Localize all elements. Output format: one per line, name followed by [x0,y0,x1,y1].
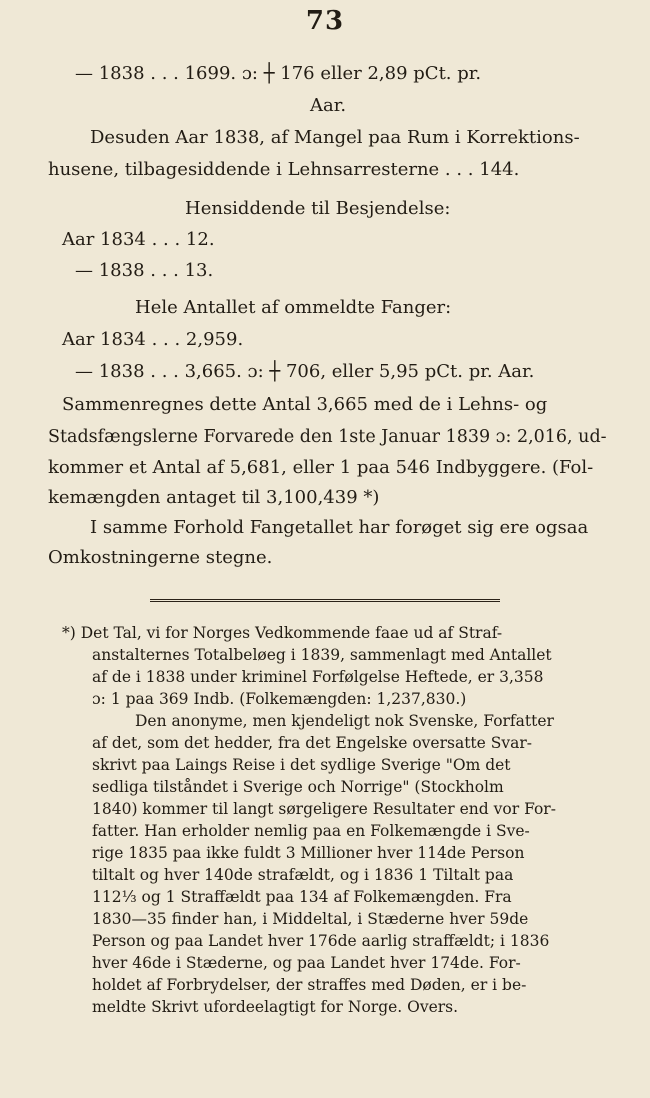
text-line: Omkostningerne stegne. [48,547,273,568]
text-line: kemængden antaget til 3,100,439 *) [48,487,380,508]
section-heading: Hensiddende til Besjendelse: [185,198,451,219]
text-line: Stadsfængslerne Forvarede den 1ste Januar 1839 ɔ: 2,016, ud- [48,427,607,447]
footnote-line: hver 46de i Stæderne, og paa Landet hver 174de. For- [92,954,521,972]
text-line: — 1838 . . . 13. [75,260,214,281]
footnote-line: 1840) kommer til langt sørgeligere Resultater end vor For- [92,800,556,818]
footnote-line: ɔ: 1 paa 369 Indb. (Folkemængden: 1,237,830.) [92,690,467,708]
text-line: — 1838 . . . 1699. ɔ: ┼ 176 eller 2,89 pCt. pr. [75,63,482,84]
footnote-line: af det, som det hedder, fra det Engelske oversatte Svar- [92,734,533,752]
footnote-line: rige 1835 paa ikke fuldt 3 Millioner hver 114de Person [92,844,525,862]
text-line: husene, tilbagesiddende i Lehnsarresterne . . . 144. [48,159,520,180]
footnote-line: 1830—35 finder han, i Middeltal, i Stæderne hver 59de [92,910,529,928]
footnote-line: meldte Skrivt ufordeelagtigt for Norge. Overs. [92,998,459,1016]
text-line: kommer et Antal af 5,681, eller 1 paa 546 Indbyggere. (Fol- [48,457,594,478]
footnote-line: fatter. Han erholder nemlig paa en Folkemængde i Sve- [92,822,530,840]
footnote-line: sedliga tilståndet i Sverige och Norrige" (Stockholm [92,778,504,796]
text-line: Sammenregnes dette Antal 3,665 med de i Lehns- og [62,394,548,415]
footnote-line: Person og paa Landet hver 176de aarlig straffældt; i 1836 [92,932,550,950]
footnote-line: af de i 1838 under kriminel Forfølgelse Heftede, er 3,358 [92,668,544,686]
footnote-line: anstalternes Totalbeløeg i 1839, sammenlagt med Antallet [92,646,552,664]
footnote-line: *) Det Tal, vi for Norges Vedkommende faae ud af Straf- [62,624,503,642]
footnote-line: 112⅓ og 1 Straffældt paa 134 af Folkemængden. Fra [92,888,512,906]
footnote-divider [150,599,500,602]
text-line: Aar 1834 . . . 2,959. [62,329,244,350]
section-heading: Hele Antallet af ommeldte Fanger: [135,297,452,318]
footnote-line: skrivt paa Laings Reise i det sydlige Sverige "Om det [92,756,511,774]
text-line: Aar. [310,95,347,116]
page-number: 73 [305,6,345,36]
text-line: Aar 1834 . . . 12. [62,229,215,250]
footnote-line: holdet af Forbrydelser, der straffes med Døden, er i be- [92,976,527,994]
footnote-line: tiltalt og hver 140de strafældt, og i 1836 1 Tiltalt paa [92,866,514,884]
text-line: — 1838 . . . 3,665. ɔ: ┼ 706, eller 5,95 pCt. pr. Aar. [75,361,535,382]
footnote-line: Den anonyme, men kjendeligt nok Svenske, Forfatter [135,712,554,730]
text-line: I samme Forhold Fangetallet har forøget sig ere ogsaa [90,517,589,538]
text-line: Desuden Aar 1838, af Mangel paa Rum i Korrektions- [90,127,580,148]
